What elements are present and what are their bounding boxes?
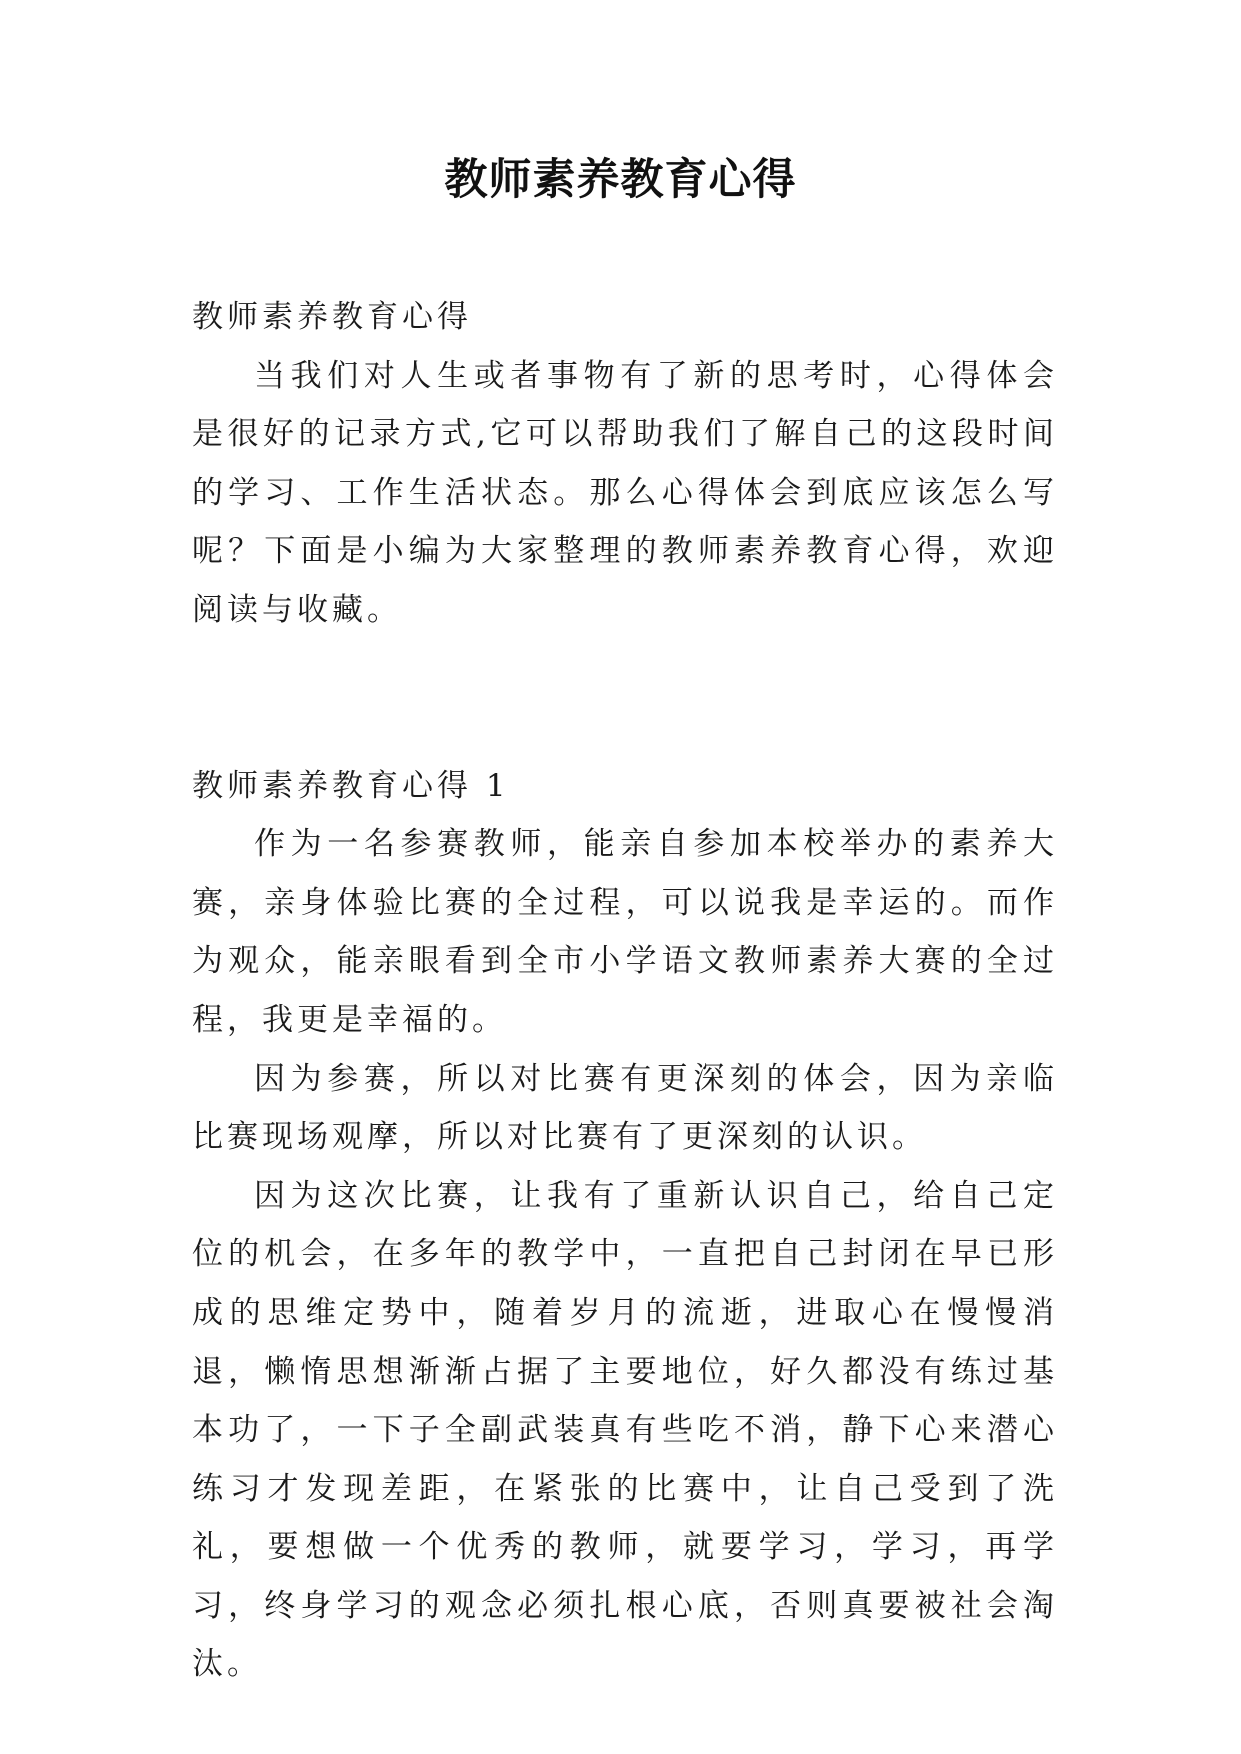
body-paragraph: 作为一名参赛教师，能亲自参加本校举办的素养大赛，亲身体验比赛的全过程，可以说我是幸运的。而作为观众，能亲眼看到全市小学语文教师素养大赛的全过程，我更是幸福的。 [192, 826, 1058, 1038]
document-body [192, 288, 1058, 1694]
section-heading: 教师素养教育心得 1 [192, 767, 510, 804]
intro-paragraph: 当我们对人生或者事物有了新的思考时，心得体会是很好的记录方式,它可以帮助我们了解自己的这段时间的学习、工作生活状态。那么心得体会到底应该怎么写呢？下面是小编为大家整理的教师素养教育心得，欢迎阅读与收藏。 [192, 357, 1058, 628]
intro-heading: 教师素养教育心得 [192, 299, 472, 335]
page-title: 教师素养教育心得 [444, 155, 797, 205]
body-paragraph: 因为参赛，所以对比赛有更深刻的体会，因为亲临比赛现场观摩，所以对比赛有了更深刻的认识。 [192, 1060, 1058, 1156]
body-paragraph: 因为这次比赛，让我有了重新认识自己，给自己定位的机会，在多年的教学中，一直把自己封闭在早已形成的思维定势中，随着岁月的流逝，进取心在慢慢消退，懒惰思想渐渐占据了主要地位，好久都没有练过基本功了，一下子全副武装真有些吃不消，静下心来潜心练习才发现差距，在紧张的比赛中，让自己受到了洗礼，要想做一个优秀的教师，就要学习，学习，再学习，终身学习的观念必须扎根心底，否则真要被社会淘汰。 [192, 1177, 1058, 1683]
section-spacer [192, 640, 1058, 757]
